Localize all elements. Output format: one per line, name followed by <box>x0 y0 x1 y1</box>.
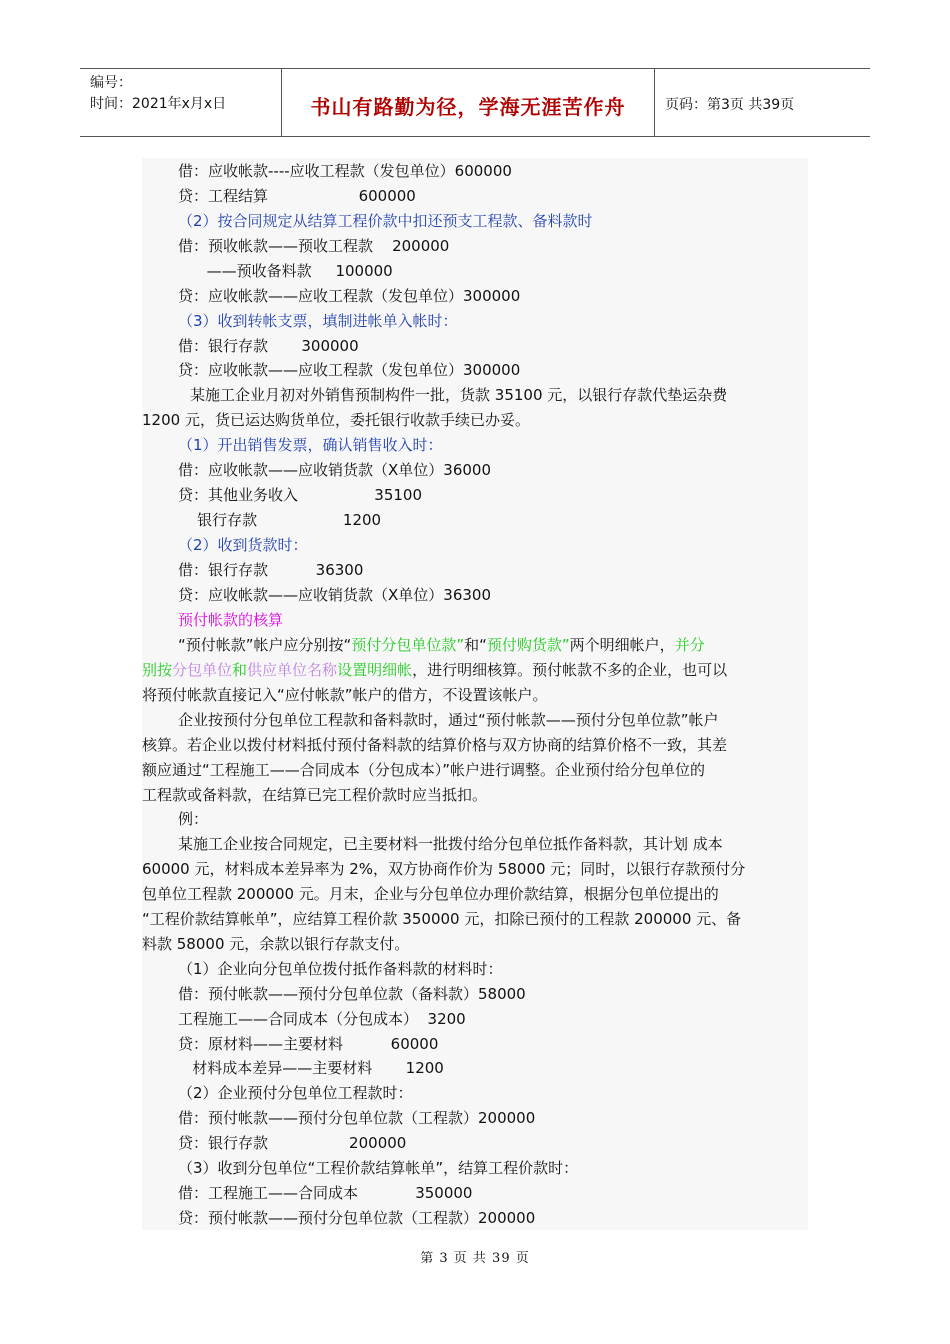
text-run: “预付帐款”帐户应分别按“ <box>178 636 352 654</box>
paragraph-line: 料款 58000 元，余款以银行存款支付。 <box>142 935 410 953</box>
paragraph-line <box>178 635 705 655</box>
text-line: 借：预收帐款——预收工程款 200000 <box>178 237 450 255</box>
text-line: 银行存款 1200 <box>178 511 382 529</box>
text-line: 贷：工程结算 600000 <box>178 187 416 205</box>
paragraph-line: 60000 元，材料成本差异率为 2%，双方协商作价为 58000 元；同时，以银行存款预付分 <box>142 860 746 878</box>
paragraph-line: 工程款或备料款，在结算已完工程价款时应当抵扣。 <box>142 786 488 804</box>
step-heading: （1）开出销售发票，确认销售收入时： <box>178 436 443 454</box>
text-line: 借：预付帐款——预付分包单位款（备料款）58000 <box>178 985 526 1003</box>
text-run: 两个明细帐户， <box>569 636 675 654</box>
text-line: 借：工程施工——合同成本 350000 <box>178 1184 473 1202</box>
page-header <box>80 68 870 137</box>
text-line: 借：应收帐款——应收销货款（X单位）36000 <box>178 461 491 479</box>
example-label: 例： <box>178 810 209 828</box>
paragraph-line: 额应通过“工程施工——合同成本（分包成本）”帐户进行调整。企业预付给分包单位的 <box>142 761 706 779</box>
text-line: 借：银行存款 300000 <box>178 337 359 355</box>
text-line: 贷：应收帐款——应收销货款（X单位）36300 <box>178 586 491 604</box>
header-divider <box>654 69 655 136</box>
text-line: 借：应收帐款----应收工程款（发包单位）600000 <box>178 162 512 180</box>
date-label: 时间：2021年x月x日 <box>90 96 227 112</box>
highlight-term: 供应单位名称 <box>247 661 338 679</box>
text-line: 借：预付帐款——预付分包单位款（工程款）200000 <box>178 1109 536 1127</box>
paragraph-line: 核算。若企业以拨付材料抵付预付备料款的结算价格与双方协商的结算价格不一致，其差 <box>142 736 728 754</box>
highlight-term: 预付分包单位款” <box>351 636 465 654</box>
paragraph-line: 1200 元，货已运达购货单位，委托银行收款手续已办妥。 <box>142 411 530 429</box>
paragraph-line: “工程价款结算帐单”，应结算工程价款 350000 元，扣除已预付的工程款 200000 元、备 <box>142 910 742 928</box>
step-heading: （3）收到分包单位“工程价款结算帐单”，结算工程价款时： <box>178 1159 579 1177</box>
text-run: ，进行明细核算。预付帐款不多的企业，也可以 <box>412 661 728 679</box>
paragraph-line: 包单位工程款 200000 元。月末，企业与分包单位办理价款结算，根据分包单位提出的 <box>142 885 719 903</box>
text-line: 贷：银行存款 200000 <box>178 1134 407 1152</box>
text-line: 材料成本差异——主要材料 1200 <box>178 1059 444 1077</box>
text-line: 贷：原材料——主要材料 60000 <box>178 1035 439 1053</box>
step-heading: （2）收到货款时： <box>178 536 308 554</box>
step-heading: （2）按合同规定从结算工程价款中扣还预支工程款、备料款时 <box>178 212 593 230</box>
highlight-term: 预付购货款” <box>486 636 570 654</box>
number-label: 编号： <box>90 75 132 91</box>
highlight-term: 别按 <box>142 661 173 679</box>
highlight-term: 和 <box>232 661 248 679</box>
text-line: 借：银行存款 36300 <box>178 561 364 579</box>
header-page-label: 页码：第3页 共39页 <box>665 97 795 113</box>
step-heading: （3）收到转帐支票，填制进帐单入帐时： <box>178 312 458 330</box>
step-heading: （1）企业向分包单位拨付抵作备料款的材料时： <box>178 960 503 978</box>
highlight-term: 并分 <box>674 636 705 654</box>
paragraph-line: 企业按预付分包单位工程款和备料款时，通过“预付帐款——预付分包单位款”帐户 <box>178 711 719 729</box>
text-line: 贷：预付帐款——预付分包单位款（工程款）200000 <box>178 1209 536 1227</box>
step-heading: （2）企业预付分包单位工程款时： <box>178 1084 413 1102</box>
highlight-term: 设置明细帐 <box>337 661 413 679</box>
text-run: 和“ <box>464 636 487 654</box>
text-line: ——预收备料款 100000 <box>178 262 393 280</box>
section-heading: 预付帐款的核算 <box>178 611 284 629</box>
page-footer: 第 3 页 共 39 页 <box>420 1251 530 1266</box>
header-motto: 书山有路勤为径，学海无涯苦作舟 <box>310 95 626 119</box>
paragraph-line: 某施工企业月初对外销售预制构件一批，货款 35100 元，以银行存款代垫运杂费 <box>190 386 728 404</box>
text-line: 贷：其他业务收入 35100 <box>178 486 423 504</box>
paragraph-line <box>142 660 727 680</box>
document-body <box>142 158 808 1230</box>
text-line: 贷：应收帐款——应收工程款（发包单位）300000 <box>178 361 521 379</box>
header-meta <box>90 73 226 115</box>
text-line: 贷：应收帐款——应收工程款（发包单位）300000 <box>178 287 521 305</box>
highlight-term: 分包单位 <box>172 661 233 679</box>
text-line: 工程施工——合同成本（分包成本） 3200 <box>178 1010 466 1028</box>
paragraph-line: 某施工企业按合同规定，已主要材料一批拨付给分包单位抵作备料款，其计划 成本 <box>178 835 723 853</box>
paragraph-line: 将预付帐款直接记入“应付帐款”帐户的借方，不设置该帐户。 <box>142 686 548 704</box>
